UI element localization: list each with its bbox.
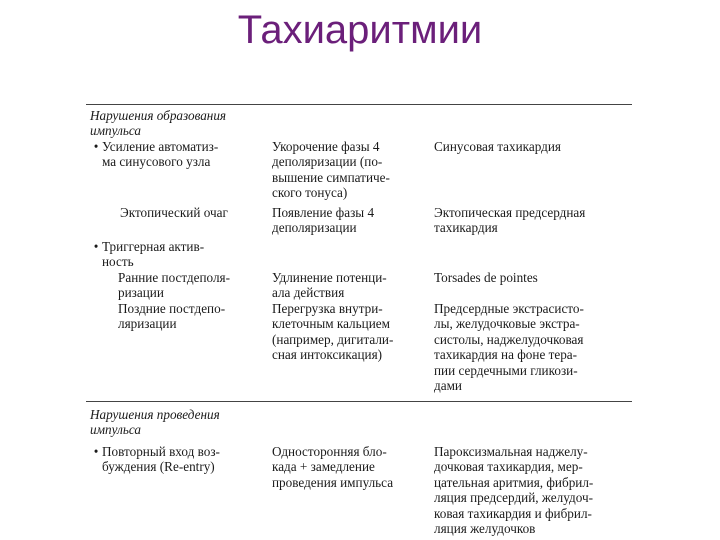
result-ectopic-atrial-tachycardia: Эктопическая предсердная тахикардия [434, 205, 586, 236]
slide-title: Тахиаритмии [237, 8, 483, 52]
mechanism-phase4-shortening: Укорочение фазы 4 деполяризации (по- вышение симпатиче- ского тонуса) [272, 139, 390, 201]
result-paroxysmal-tachycardia: Пароксизмальная наджелу- дочковая тахикардия, мер- цательная аритмия, фибрил- ляция предсердий, желудоч- ковая тахикардия и фибрил- ляция желудочков [434, 444, 594, 537]
mechanism-calcium-overload: Перегрузка внутри- клеточным кальцием (например, дигитали- сная интоксикация) [272, 301, 394, 363]
section-header-impulse-formation: Нарушения образования импульса [90, 108, 227, 139]
cause-sinus-automatism: • Усиление автоматиз- ма синусового узла [90, 139, 256, 170]
cause-early-afterdepolarizations: Ранние постдеполя- ризации [118, 270, 231, 301]
bullet-icon: • [93, 444, 99, 459]
result-torsades-de-pointes: Torsades de pointes [434, 270, 538, 285]
bullet-icon: • [93, 239, 99, 254]
section-divider-rule [86, 401, 632, 402]
cause-triggered-activity: • Триггерная актив- ность [90, 239, 256, 270]
mechanism-phase4-appearance: Появление фазы 4 деполяризации [272, 205, 375, 236]
cause-reentry: • Повторный вход воз- буждения (Re-entry) [90, 444, 256, 475]
result-extrasystoles: Предсердные экстрасисто- лы, желудочковые экстра- систолы, наджелудочковая тахикардия на фоне тера- пии сердечными гликози- дами [434, 301, 584, 394]
table-top-rule [86, 104, 632, 105]
result-sinus-tachycardia: Синусовая тахикардия [434, 139, 561, 154]
cause-late-afterdepolarizations: Поздние постдепо- ляризации [118, 301, 226, 332]
bullet-icon: • [93, 139, 99, 154]
section-header-impulse-conduction: Нарушения проведения импульса [90, 407, 220, 438]
mechanism-action-potential-prolongation: Удлинение потенци- ала действия [272, 270, 387, 301]
cause-ectopic-focus: Эктопический очаг [120, 205, 228, 220]
mechanism-unidirectional-block: Односторонняя бло- када + замедление проведения импульса [272, 444, 394, 490]
